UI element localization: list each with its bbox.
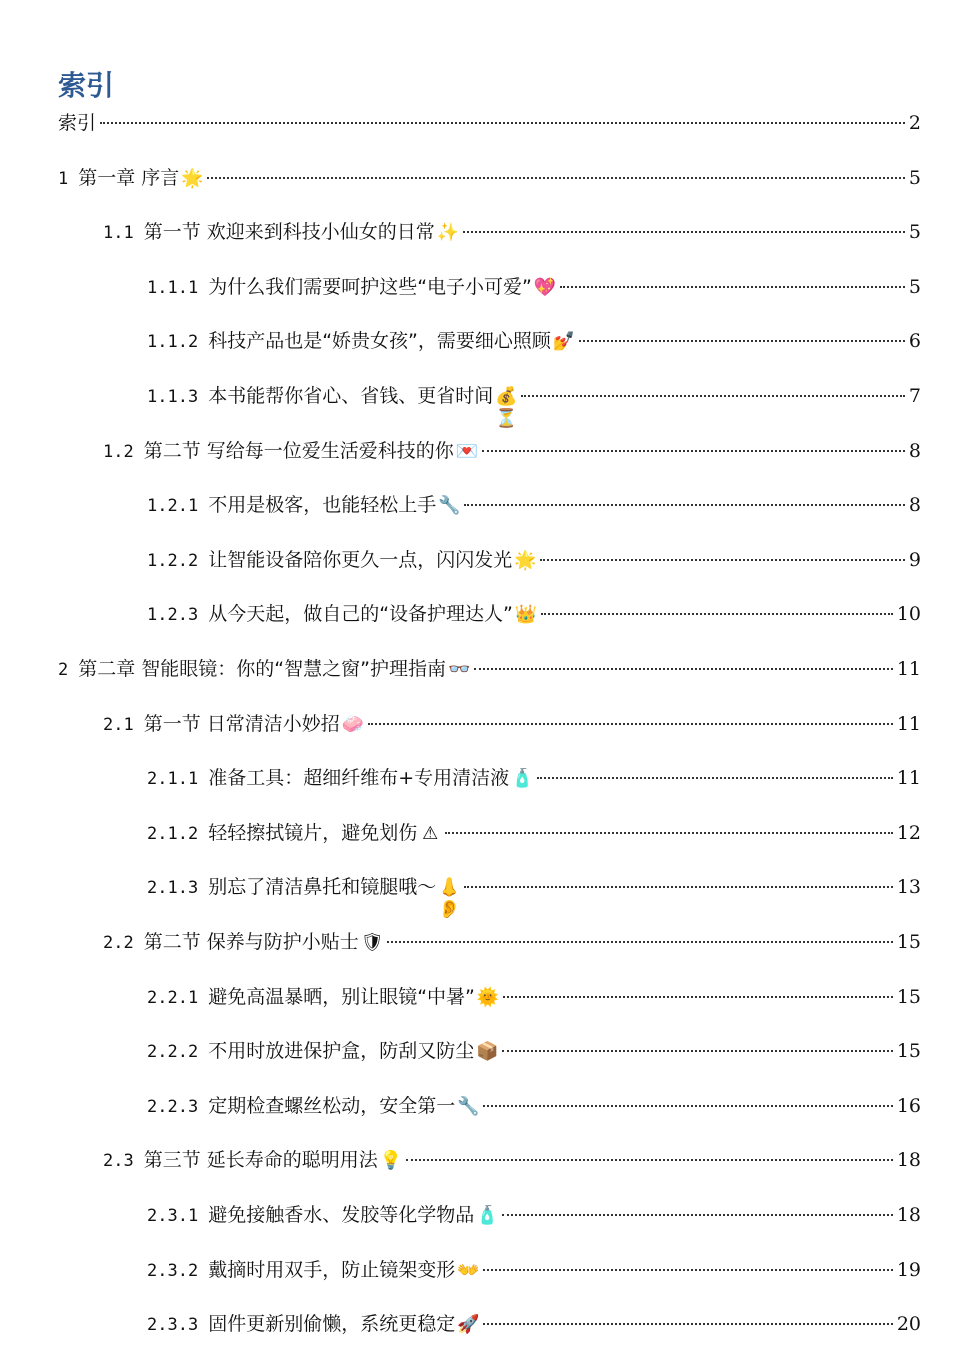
toc-entry[interactable]: [147, 545, 921, 575]
toc-entry-page: 20: [896, 1313, 921, 1336]
toc-entry-title: 不用时放进保护盒，防刮又防尘: [208, 1040, 475, 1063]
toc-entry-title: 本书能帮你省心、省钱、更省时间: [208, 385, 494, 407]
dot-leader: [502, 1050, 893, 1052]
dot-leader: [503, 996, 893, 998]
toc-entry-title: 戴摘时用双手，防止镜架变形: [208, 1258, 456, 1281]
toc-entry-number: 2.3.1: [147, 1206, 199, 1226]
toc-entry-page: 15: [896, 1040, 921, 1063]
toc-entry-title: 从今天起，做自己的“设备护理达人”: [208, 603, 513, 626]
toc-entry-number: 2: [58, 660, 69, 680]
toc-entry-title: 为什么我们需要呵护这些“电子小可爱”: [208, 275, 532, 298]
toc-entry-page: 11: [896, 767, 921, 790]
toc-entry-page: 15: [896, 985, 921, 1008]
toc-entry-number: 1: [58, 168, 69, 189]
toc-entry-number: 1.2: [103, 441, 134, 462]
emoji-icon: 🚀: [457, 1314, 480, 1336]
toc-entry-title: 第三节 延长寿命的聪明用法: [143, 1149, 378, 1172]
toc-entry-title: 第一章 序言: [78, 166, 180, 189]
toc-entry-title: 索引: [58, 112, 97, 134]
emoji-icon: 💌: [455, 440, 479, 462]
toc-entry-number: 1.1.1: [147, 277, 199, 298]
dot-leader: [387, 941, 893, 943]
emoji-icon: 🛡: [360, 932, 384, 953]
dot-leader: [502, 1214, 893, 1216]
toc-entry-number: 1.1: [103, 223, 134, 244]
toc-entry-page: 7: [908, 385, 921, 407]
toc-entry-number: 2.2.2: [147, 1042, 199, 1063]
dot-leader: [537, 777, 893, 779]
emoji-icon: 🌟: [514, 549, 537, 571]
toc-entry[interactable]: [58, 163, 921, 193]
toc-entry[interactable]: [147, 763, 921, 793]
toc-entry-page: 19: [896, 1258, 921, 1281]
toc-entry-title: 第一节 日常清洁小妙招: [143, 712, 340, 735]
emoji-icon: 👃👂: [438, 877, 461, 921]
toc-entry-page: 5: [908, 166, 921, 189]
dot-leader: [482, 450, 905, 452]
emoji-icon: 📦: [476, 1041, 499, 1063]
dot-leader: [464, 504, 905, 506]
toc-entry-title: 让智能设备陪你更久一点，闪闪发光: [208, 548, 513, 571]
toc-entry-title: 第二节 写给每一位爱生活爱科技的你: [143, 439, 454, 462]
toc-entry-title: 固件更新别偷懒，系统更稳定: [208, 1313, 456, 1336]
emoji-icon: 🌟: [181, 167, 204, 189]
toc-entry-number: 2.1: [103, 714, 134, 735]
toc-entry[interactable]: [147, 1309, 921, 1339]
dot-leader: [406, 1159, 893, 1161]
emoji-icon: 💅: [552, 331, 576, 353]
page-title: 索引: [58, 69, 115, 102]
dot-leader: [463, 231, 905, 233]
toc-entry-number: 2.1.2: [147, 823, 199, 844]
toc-entry-page: 9: [908, 548, 921, 571]
emoji-icon: 🧴: [476, 1205, 499, 1226]
toc-entry-number: 1.2.3: [147, 605, 199, 626]
toc-entry-title: 第二章 智能眼镜：你的“智慧之窗”护理指南: [78, 658, 446, 680]
emoji-icon: 💖: [533, 276, 557, 298]
toc-entry-title: 定期检查螺丝松动，安全第一: [208, 1094, 456, 1117]
toc-entry-number: 2.3.2: [147, 1260, 199, 1281]
toc-entry-number: 1.2.1: [147, 496, 199, 517]
dot-leader: [483, 1269, 893, 1271]
toc-entry-title: 不用是极客，也能轻松上手: [208, 494, 437, 517]
toc-entry-page: 2: [908, 112, 921, 134]
toc-entry-page: 18: [896, 1149, 921, 1172]
toc-entry-title: 第二节 保养与防护小贴士: [143, 931, 359, 953]
dot-leader: [100, 122, 905, 124]
toc-entry-title: 避免接触香水、发胶等化学物品: [208, 1204, 475, 1226]
emoji-icon: 🔧: [438, 495, 461, 517]
emoji-icon: 🌞: [476, 986, 500, 1008]
toc-entry[interactable]: [103, 927, 921, 957]
dot-leader: [560, 286, 905, 288]
toc-entry-number: 2.3.3: [147, 1315, 199, 1336]
toc-entry[interactable]: [147, 1255, 921, 1285]
toc-entry-title: 避免高温暴晒，别让眼镜“中暑”: [208, 985, 475, 1008]
dot-leader: [483, 1323, 893, 1325]
emoji-icon: ✨: [436, 222, 460, 244]
toc-entry-page: 15: [896, 931, 921, 953]
dot-leader: [207, 177, 905, 179]
toc-entry-page: 5: [908, 275, 921, 298]
dot-leader: [540, 559, 905, 561]
toc-entry-number: 2.2.3: [147, 1096, 199, 1117]
toc-entry[interactable]: [58, 108, 921, 138]
toc-entry-page: 13: [896, 876, 921, 899]
toc-entry-number: 2.2.1: [147, 987, 199, 1008]
toc-entry-title: 准备工具：超细纤维布+专用清洁液: [208, 767, 510, 790]
toc-entry[interactable]: [147, 326, 921, 356]
dot-leader: [474, 668, 893, 670]
emoji-icon: 👓: [447, 659, 471, 680]
emoji-icon: 🧼: [341, 713, 365, 735]
toc-entry[interactable]: [147, 599, 921, 629]
emoji-icon: 👐: [457, 1259, 480, 1281]
toc-entry-number: 2.1.3: [147, 878, 199, 899]
emoji-icon: 👑: [514, 604, 538, 626]
emoji-icon: 💰⏳: [495, 386, 518, 429]
toc-entry-page: 16: [896, 1094, 921, 1117]
toc-entry-number: 2.2: [103, 933, 134, 953]
toc-entry-page: 8: [908, 494, 921, 517]
emoji-icon: 🧴: [511, 768, 534, 790]
toc-entry[interactable]: [103, 436, 921, 466]
toc-entry[interactable]: [147, 1200, 921, 1230]
toc-entry-number: 1.1.3: [147, 387, 199, 407]
toc-entry[interactable]: [103, 709, 921, 739]
toc-entry-page: 10: [896, 603, 921, 626]
toc-entry[interactable]: [147, 490, 921, 520]
dot-leader: [541, 613, 893, 615]
dot-leader: [368, 723, 893, 725]
dot-leader: [579, 340, 905, 342]
toc-entry[interactable]: [58, 654, 921, 684]
toc-entry[interactable]: [147, 818, 921, 848]
toc-entry[interactable]: [103, 1145, 921, 1175]
toc-entry[interactable]: [103, 217, 921, 247]
toc-entry-number: 1.2.2: [147, 550, 199, 571]
toc-entry-page: 5: [908, 221, 921, 244]
toc-entry[interactable]: [147, 1091, 921, 1121]
toc-entry-number: 2.3: [103, 1151, 134, 1172]
toc-entry-number: 1.1.2: [147, 332, 199, 353]
toc-entry-page: 11: [896, 658, 921, 680]
emoji-icon: 🔧: [457, 1095, 480, 1117]
dot-leader: [483, 1105, 893, 1107]
dot-leader: [521, 395, 905, 397]
toc-entry-title: 别忘了清洁鼻托和镜腿哦～: [208, 876, 437, 899]
toc-entry-number: 2.1.1: [147, 769, 199, 790]
toc-entry-title: 科技产品也是“娇贵女孩”，需要细心照顾: [208, 330, 551, 353]
toc-entry[interactable]: [147, 1036, 921, 1066]
toc-entry-title: 轻轻擦拭镜片，避免划伤: [208, 821, 418, 844]
emoji-icon: ⚠: [422, 822, 439, 844]
dot-leader: [464, 886, 893, 888]
toc-entry[interactable]: [147, 381, 921, 429]
toc-entry-page: 12: [896, 821, 921, 844]
toc-entry-title: 第一节 欢迎来到科技小仙女的日常: [143, 221, 435, 244]
toc-entry-page: 8: [908, 439, 921, 462]
dot-leader: [445, 832, 893, 834]
emoji-icon: 💡: [379, 1150, 403, 1172]
toc-entry-page: 11: [896, 712, 921, 735]
toc-entry[interactable]: [147, 272, 921, 302]
toc-entry[interactable]: [147, 872, 921, 921]
toc-entry[interactable]: [147, 982, 921, 1012]
toc-entry-page: 6: [908, 330, 921, 353]
toc-entry-page: 18: [896, 1204, 921, 1226]
